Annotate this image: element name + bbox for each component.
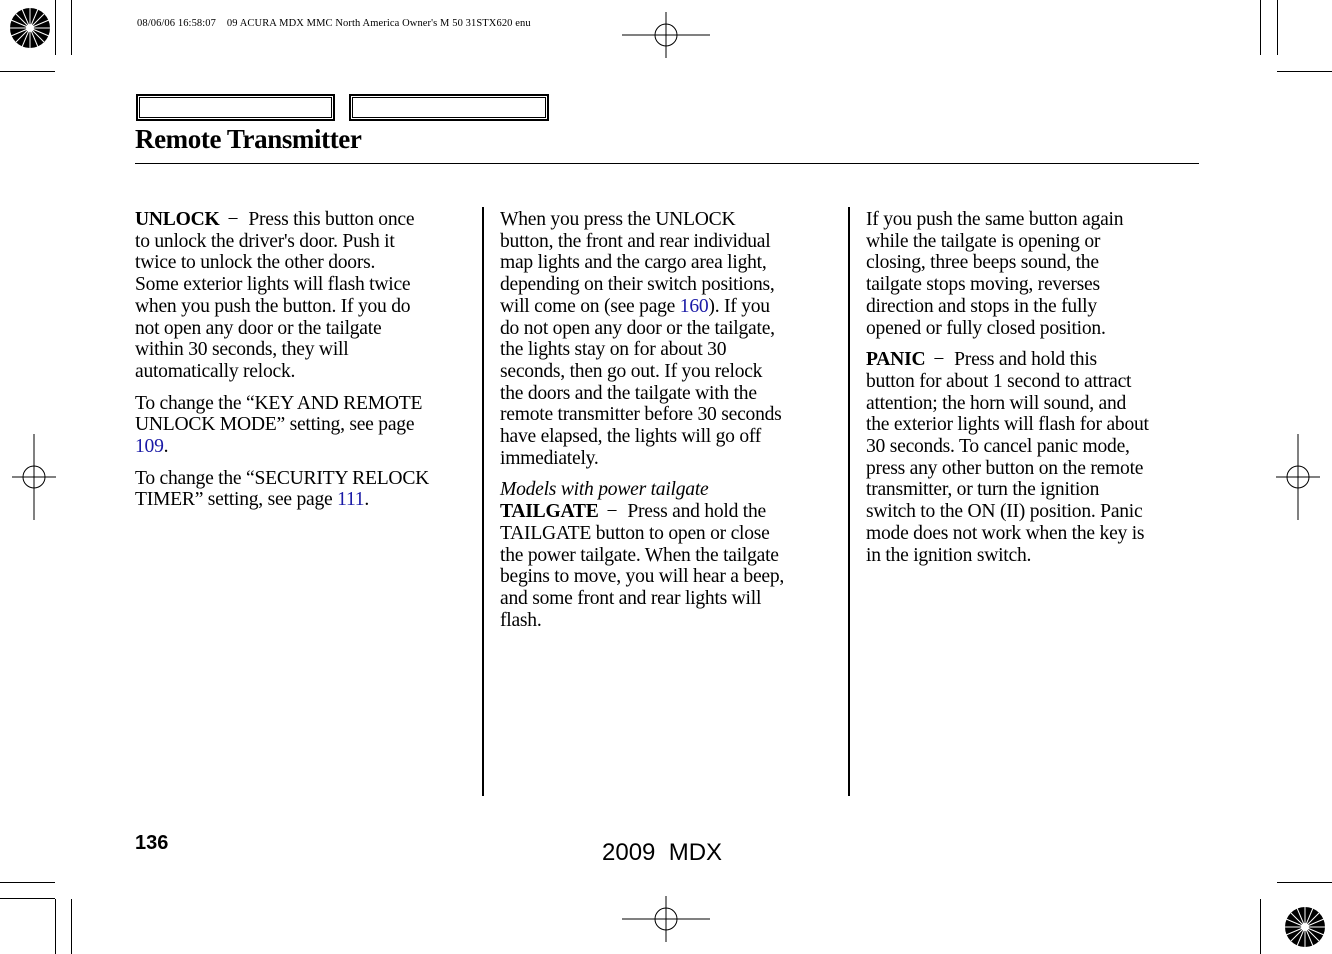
column-2 <box>500 209 840 641</box>
unlock-paragraph: UNLOCK − Press this button once to unlock the driver's door. Push it twice to unlock the other doors. Some exterior lights will flash twice when you push the button. If you do not open any door or the tailgate within 30 seconds, they will automatically relock. <box>135 209 415 382</box>
crop-mark <box>71 0 72 55</box>
print-slug: 08/06/06 16:58:07 09 ACURA MDX MMC North America Owner's M 50 31STX620 enu <box>137 18 531 29</box>
page-link-160[interactable]: 160 <box>679 295 709 317</box>
crosshair-mark-icon <box>622 12 710 58</box>
crop-mark <box>1260 0 1261 55</box>
column-divider <box>482 207 484 796</box>
page-link-109[interactable]: 109 <box>135 436 164 458</box>
term-unlock: UNLOCK <box>135 209 220 230</box>
crop-mark <box>1277 882 1332 883</box>
term-tailgate: TAILGATE <box>500 501 599 523</box>
crop-mark <box>71 899 72 954</box>
crop-mark <box>55 0 56 55</box>
tailgate-paragraph: Models with power tailgate TAILGATE − Press and hold the TAILGATE button to open or close the power tailgate. When the tailgate begins to move, you will hear a beep, and some front and rear lights will flash. <box>500 479 840 631</box>
nav-button-table-of-contents[interactable] <box>349 94 549 121</box>
crosshair-mark-icon <box>12 434 56 520</box>
term-panic: PANIC <box>866 349 926 371</box>
crop-mark <box>0 71 55 72</box>
tailgate-repeat-paragraph: If you push the same button again while the tailgate is opening or closing, three beeps sound, the tailgate stops moving, reverses direction and stops in the fully opened or fully closed position. <box>866 209 1124 339</box>
column-1 <box>135 209 475 521</box>
page-title: Remote Transmitter <box>135 124 362 154</box>
title-divider <box>135 163 1199 164</box>
crosshair-mark-icon <box>1276 434 1320 520</box>
key-remote-paragraph: To change the “KEY AND REMOTE UNLOCK MODE” setting, see page 109. <box>135 392 423 458</box>
footer-model: 2009 MDX <box>602 839 723 866</box>
crop-mark <box>1277 71 1332 72</box>
column-3 <box>866 209 1201 576</box>
crop-mark <box>55 899 56 954</box>
crosshair-mark-icon <box>622 896 710 942</box>
registration-star-icon <box>1283 905 1327 949</box>
unlock-lights-paragraph: When you press the UNLOCK button, the front and rear individual map lights and the cargo area light, depending on their switch positions, will come on (see page 160). If you do not open any door or the tailgate, the lights stay on for about 30 seconds, then go out. If you relock the doors and the tailgate with the remote transmitter before 30 seconds have elapsed, the lights will go off immediately. <box>500 209 782 469</box>
crop-mark <box>1277 0 1278 55</box>
models-heading: Models with power tailgate <box>500 479 709 501</box>
crop-mark <box>0 882 55 883</box>
column-divider <box>848 207 850 796</box>
page-number: 136 <box>135 832 169 854</box>
registration-star-icon <box>8 6 52 50</box>
panic-paragraph: PANIC − Press and hold this button for about 1 second to attract attention; the horn will sound, and the exterior lights will flash for about 30 seconds. To cancel panic mode, press any other button on the remote transmitter, or turn the ignition switch to the ON (II) position. Panic mode does not work when the key is in the ignition switch. <box>866 349 1149 566</box>
security-relock-paragraph: To change the “SECURITY RELOCK TIMER” setting, see page 111. <box>135 467 430 511</box>
crop-mark <box>1260 899 1261 954</box>
nav-button-main-menu[interactable] <box>136 94 335 121</box>
crop-mark <box>0 898 55 899</box>
page-link-111[interactable]: 111 <box>337 489 365 511</box>
